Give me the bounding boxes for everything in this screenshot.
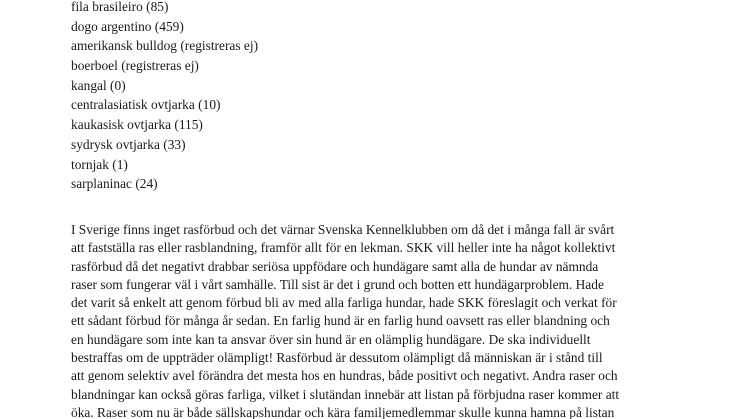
paragraph-line: öka. Raser som nu är både sällskapshundar och kära familjemedlemmar skulle kunna hamna på listan (71, 404, 615, 419)
breed-list-item: tornjak (1) (71, 156, 128, 172)
paragraph-line: en hundägare som inte kan ta ansvar över sin hund är en olämplig hundägare. De ska individuellt (71, 331, 591, 347)
paragraph-line: det varit så enkelt att genom förbud bli av med alla farliga hundar, hade SKK föreslagit och verkat för (71, 295, 617, 311)
paragraph-line: rasförbud då det negativt drabbar seriösa uppfödare och hundägare samt alla de hundar av nämnda (71, 258, 599, 274)
paragraph-line: blandningar kan också göras farliga, vilket i slutändan innebär att listan på förbjudna raser kommer att (71, 386, 620, 402)
paragraph-line: ett sådant förbud för många år sedan. En farlig hund är en farlig hund oavsett ras eller blandning och (71, 313, 610, 329)
breed-list-item: centralasiatisk ovtjarka (10) (71, 97, 221, 113)
breed-list-item: kaukasisk ovtjarka (115) (71, 117, 203, 133)
paragraph-line: bestraffas om de uppträder olämpligt! Rasförbud är dessutom olämpligt då människan är i stånd till (71, 350, 603, 366)
body-paragraph (71, 221, 711, 419)
paragraph-line: raser som fungerar väl i vårt samhälle. Till sist är det i grund och botten ett hundägarproblem. Hade (71, 276, 604, 292)
breed-list-item: sarplaninac (24) (71, 176, 158, 192)
breed-list (71, 0, 258, 194)
paragraph-line: att fastställa ras eller rasblandning, framför allt för en lekman. SKK vill heller inte ha något kollektivt (71, 240, 616, 256)
breed-list-item: amerikansk bulldog (registreras ej) (71, 38, 259, 54)
breed-list-item: dogo argentino (459) (71, 18, 184, 34)
breed-list-item: kangal (0) (71, 77, 126, 93)
paragraph-line: I Sverige finns inget rasförbud och det värnar Svenska Kennelklubben om då det i många fall är svårt (71, 222, 615, 237)
paragraph-line: att genom selektiv avel förändra det mesta hos en hundras, både positivt och negativt. Andra raser och (71, 368, 618, 384)
breed-list-item: sydrysk ovtjarka (33) (71, 136, 186, 152)
breed-list-item: fila brasileiro (85) (71, 0, 169, 14)
breed-list-item: boerboel (registreras ej) (71, 58, 199, 74)
